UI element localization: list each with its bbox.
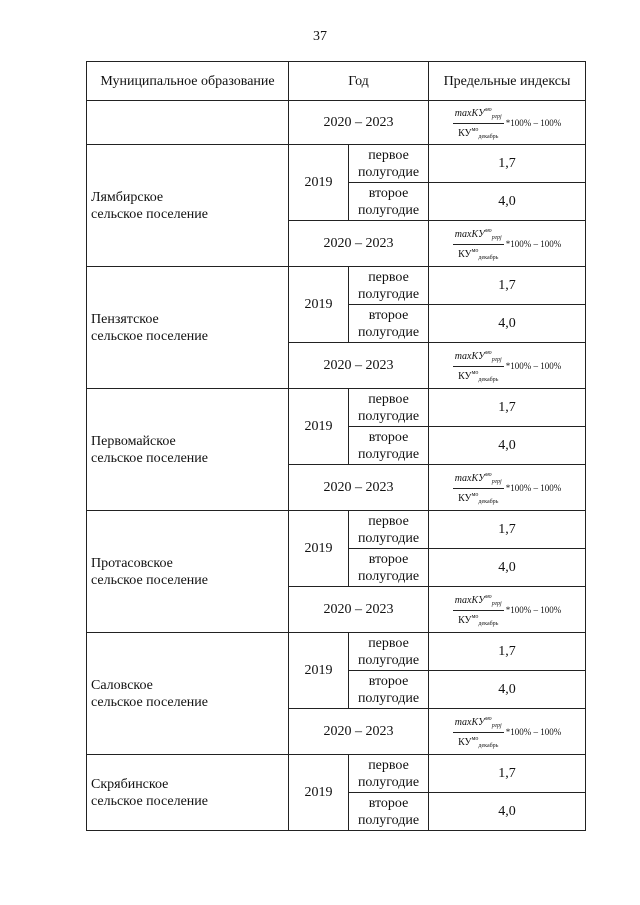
year-cell: 2019 (289, 511, 349, 587)
formula-ku: КУ (458, 492, 472, 504)
half-year-label: второе полугодие (349, 183, 429, 221)
index-value: 4,0 (429, 427, 586, 465)
header-index: Предельные индексы (429, 62, 586, 101)
half-year-label: второе полугодие (349, 549, 429, 587)
formula-max-ku: maxKУ (454, 472, 485, 484)
formula-tail: *100% – 100% (505, 483, 562, 493)
formula-sub: ргрj (491, 722, 502, 729)
municipality-name: Пензятское сельское поселение (87, 267, 289, 389)
index-value: 4,0 (429, 183, 586, 221)
year-cell: 2019 (289, 633, 349, 709)
municipality-name: Первомайское сельское поселение (87, 389, 289, 511)
formula-sub: ргрj (491, 234, 502, 241)
year-cell: 2019 (289, 755, 349, 831)
row-first-half (87, 267, 586, 305)
formula-max-ku: maxKУ (454, 716, 485, 728)
row-first-half (87, 145, 586, 183)
formula-sup: мо (471, 735, 479, 742)
formula-cell (429, 221, 586, 267)
header-municipality: Муниципальное образование (87, 62, 289, 101)
formula-numerator (453, 226, 504, 245)
formula-fraction (453, 470, 504, 507)
half-year-label: первое полугодие (349, 145, 429, 183)
row-first-half (87, 633, 586, 671)
formula-sub: ргрj (491, 113, 502, 120)
formula-max-ku: maxKУ (454, 594, 485, 606)
row-first-half (87, 755, 586, 793)
formula-cell (429, 465, 586, 511)
formula-sub: ргрj (491, 356, 502, 363)
formula-fraction (453, 592, 504, 629)
formula-sub: декабрь (478, 742, 499, 749)
index-value: 4,0 (429, 549, 586, 587)
tariff-index-table (86, 61, 586, 831)
formula-sub: ргрj (491, 600, 502, 607)
formula-max-ku: maxKУ (454, 107, 485, 119)
page-number: 37 (313, 29, 327, 44)
header-row (87, 62, 586, 101)
half-year-label: первое полугодие (349, 755, 429, 793)
formula-sub: декабрь (478, 133, 499, 140)
formula-tail: *100% – 100% (505, 239, 562, 249)
formula-ku: КУ (458, 736, 472, 748)
formula-sub: декабрь (478, 620, 499, 627)
half-year-label: первое полугодие (349, 511, 429, 549)
formula (453, 105, 561, 142)
half-year-label: второе полугодие (349, 793, 429, 831)
half-year-label: первое полугодие (349, 389, 429, 427)
index-value: 1,7 (429, 511, 586, 549)
formula-sup: мо (484, 593, 492, 600)
table-body (87, 62, 586, 831)
municipality-name: Лямбирское сельское поселение (87, 145, 289, 267)
formula-sub: декабрь (478, 254, 499, 261)
formula-ku: КУ (458, 127, 472, 139)
municipality-name: Протасовское сельское поселение (87, 511, 289, 633)
half-year-label: второе полугодие (349, 305, 429, 343)
index-value: 1,7 (429, 755, 586, 793)
formula (453, 592, 561, 629)
period-cell: 2020 – 2023 (289, 709, 429, 755)
formula-max-ku: maxKУ (454, 350, 485, 362)
formula-ku: КУ (458, 614, 472, 626)
formula-denominator (456, 733, 500, 751)
half-year-label: первое полугодие (349, 633, 429, 671)
year-cell: 2019 (289, 145, 349, 221)
formula-cell (429, 101, 586, 145)
year-cell: 2019 (289, 389, 349, 465)
formula-sup: мо (471, 613, 479, 620)
formula-denominator (456, 124, 500, 142)
first-period-row (87, 101, 586, 145)
formula-cell (429, 709, 586, 755)
index-value: 1,7 (429, 145, 586, 183)
formula-sup: мо (471, 126, 479, 133)
formula-cell (429, 587, 586, 633)
formula-numerator (453, 592, 504, 611)
formula-fraction (453, 226, 504, 263)
period-cell: 2020 – 2023 (289, 587, 429, 633)
formula-sup: мо (484, 106, 492, 113)
year-cell: 2019 (289, 267, 349, 343)
index-value: 1,7 (429, 267, 586, 305)
index-value: 4,0 (429, 305, 586, 343)
index-value: 4,0 (429, 671, 586, 709)
formula-ku: КУ (458, 248, 472, 260)
formula-fraction (453, 714, 504, 751)
period-cell: 2020 – 2023 (289, 221, 429, 267)
index-value: 1,7 (429, 389, 586, 427)
period-cell: 2020 – 2023 (289, 465, 429, 511)
formula (453, 470, 561, 507)
formula-tail: *100% – 100% (505, 118, 562, 128)
period-cell: 2020 – 2023 (289, 343, 429, 389)
formula-sup: мо (471, 491, 479, 498)
formula-sup: мо (471, 247, 479, 254)
index-value: 4,0 (429, 793, 586, 831)
period-cell: 2020 – 2023 (289, 101, 429, 145)
formula-ku: КУ (458, 370, 472, 382)
first-municipality-cell (87, 101, 289, 145)
formula-numerator (453, 348, 504, 367)
formula-sup: мо (484, 227, 492, 234)
formula-sup: мо (484, 471, 492, 478)
formula-max-ku: maxKУ (454, 228, 485, 240)
index-value: 1,7 (429, 633, 586, 671)
formula-fraction (453, 105, 504, 142)
formula-denominator (456, 245, 500, 263)
formula-denominator (456, 489, 500, 507)
formula-tail: *100% – 100% (505, 361, 562, 371)
formula-cell (429, 343, 586, 389)
formula-numerator (453, 470, 504, 489)
formula-sub: декабрь (478, 498, 499, 505)
formula-denominator (456, 611, 500, 629)
formula (453, 226, 561, 263)
formula-sub: декабрь (478, 376, 499, 383)
formula-denominator (456, 367, 500, 385)
half-year-label: первое полугодие (349, 267, 429, 305)
formula-sup: мо (484, 349, 492, 356)
header-year: Год (289, 62, 429, 101)
half-year-label: второе полугодие (349, 427, 429, 465)
municipality-name: Скрябинское сельское поселение (87, 755, 289, 831)
formula-numerator (453, 714, 504, 733)
formula-sup: мо (484, 715, 492, 722)
formula-numerator (453, 105, 504, 124)
formula (453, 348, 561, 385)
municipality-name: Саловское сельское поселение (87, 633, 289, 755)
formula (453, 714, 561, 751)
formula-tail: *100% – 100% (505, 605, 562, 615)
formula-sub: ргрj (491, 478, 502, 485)
row-first-half (87, 389, 586, 427)
formula-sup: мо (471, 369, 479, 376)
row-first-half (87, 511, 586, 549)
formula-tail: *100% – 100% (505, 727, 562, 737)
formula-fraction (453, 348, 504, 385)
half-year-label: второе полугодие (349, 671, 429, 709)
